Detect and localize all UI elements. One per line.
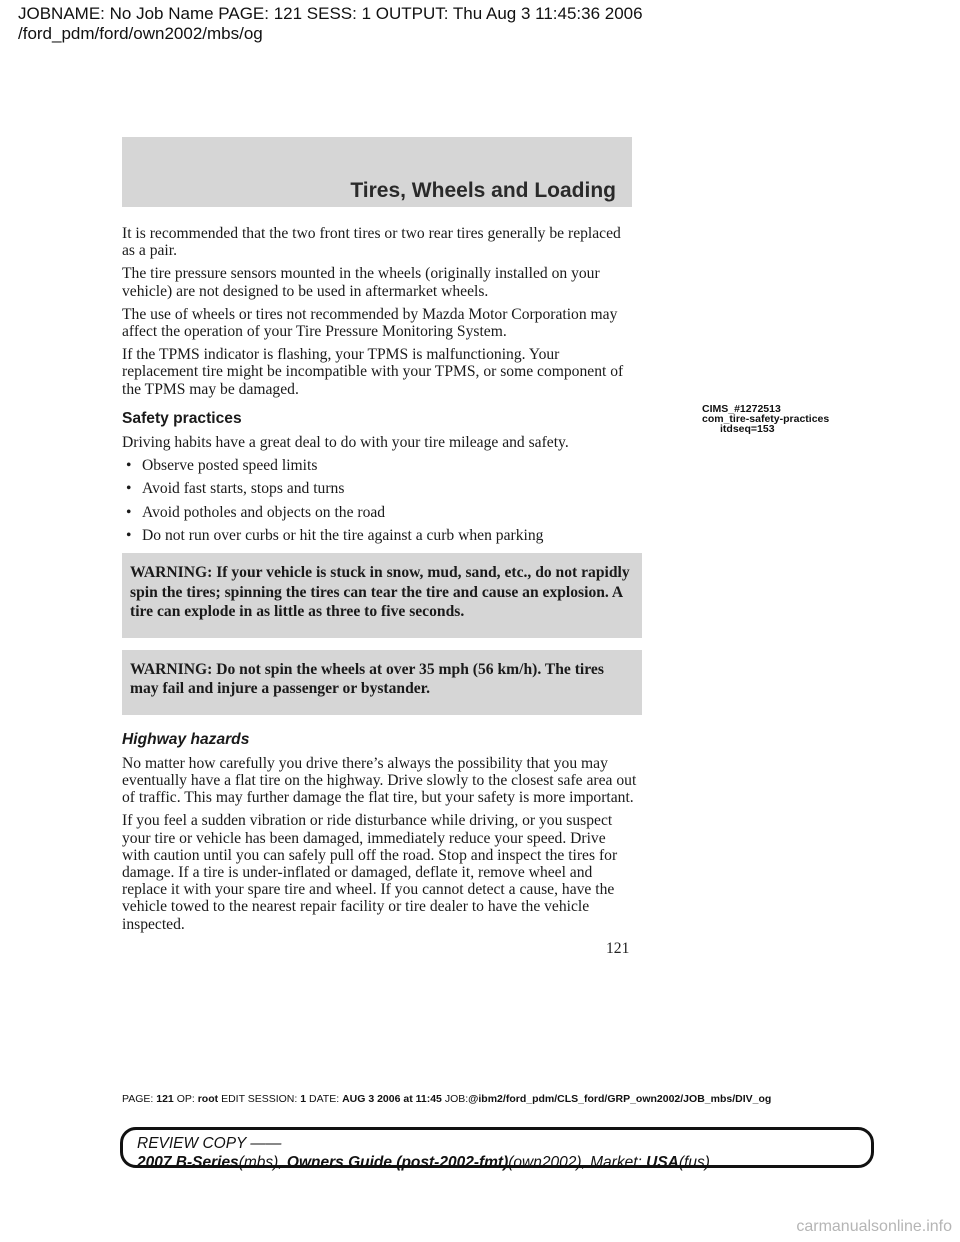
list-item — [122, 504, 637, 521]
bullet-icon: • — [126, 457, 132, 475]
list-item-text: Avoid fast starts, stops and turns — [142, 480, 345, 498]
list-item-text: Avoid potholes and objects on the road — [142, 503, 386, 521]
review-model-code: (mbs) — [238, 1154, 279, 1171]
review-market-code: (fus) — [678, 1154, 710, 1171]
cims-line1: CIMS_#1272513 — [702, 403, 781, 415]
main-content — [122, 225, 637, 939]
section-header-band — [122, 137, 632, 207]
safety-heading: Safety practices — [122, 409, 242, 427]
bullet-icon: • — [126, 503, 132, 521]
list-item-text: Observe posted speed limits — [142, 457, 318, 475]
paragraph-tpms-flashing: If the TPMS indicator is flashing, your TPMS is malfunctioning. Your replacement tire might be incompatible with your TPMS, or some component of the TPMS may be damaged. — [122, 346, 624, 398]
paragraph-flat-tire: No matter how carefully you drive there’s always the possibility that you may eventually have a flat tire on the highway. Drive slowly to the closest safe area out of traffic. This may further damage the flat tire, but your safety is more important. — [122, 754, 637, 807]
review-guide: Owners Guide (post-2002-fmt) — [286, 1154, 509, 1171]
session-value: 1 — [300, 1093, 307, 1105]
footer-meta — [122, 1093, 771, 1105]
date-value: AUG 3 2006 at 11:45 — [342, 1093, 442, 1105]
paragraph-replace-pair: It is recommended that the two front tires or two rear tires generally be replaced as a pair. — [122, 225, 621, 260]
bullet-icon: • — [126, 526, 132, 544]
cims-tag — [702, 404, 829, 434]
op-value: root — [197, 1093, 219, 1105]
cims-line3: itdseq=153 — [720, 423, 775, 435]
review-copy-box — [120, 1127, 874, 1171]
job-header-line2: /ford_pdm/ford/own2002/mbs/og — [18, 24, 263, 43]
job-label: JOB: — [444, 1093, 469, 1105]
highway-heading: Highway hazards — [122, 730, 250, 748]
section-title: Tires, Wheels and Loading — [350, 179, 616, 202]
review-line2 — [137, 1153, 871, 1172]
op-label: OP: — [176, 1093, 195, 1105]
list-item — [122, 457, 637, 474]
review-sep2: , Market: — [581, 1154, 647, 1171]
safety-intro: Driving habits have a great deal to do with your tire mileage and safety. — [122, 434, 569, 452]
job-value: @ibm2/ford_pdm/CLS_ford/GRP_own2002/JOB_mbs/DIV_og — [468, 1093, 772, 1105]
list-item-text: Do not run over curbs or hit the tire against a curb when parking — [142, 526, 544, 544]
review-market: USA — [646, 1154, 679, 1171]
review-sep1: , — [278, 1154, 287, 1171]
warning-box-speed: WARNING: Do not spin the wheels at over 35 mph (56 km/h). The tires may fail and injure a passenger or bystander. — [122, 650, 642, 715]
list-item — [122, 480, 637, 497]
job-header-line1: JOBNAME: No Job Name PAGE: 121 SESS: 1 OUTPUT: Thu Aug 3 11:45:36 2006 — [18, 4, 643, 23]
bullet-icon: • — [126, 480, 132, 498]
paragraph-sensors: The tire pressure sensors mounted in the wheels (originally installed on your vehicle) are not designed to be used in aftermarket wheels. — [122, 265, 600, 300]
review-line1: REVIEW COPY —— — [137, 1135, 282, 1152]
review-model: 2007 B-Series — [137, 1154, 239, 1171]
date-label: DATE: — [309, 1093, 340, 1105]
review-guide-code: (own2002) — [508, 1154, 582, 1171]
safety-list — [122, 457, 637, 544]
job-header — [18, 4, 643, 44]
paragraph-wheels-not-recommended: The use of wheels or tires not recommended by Mazda Motor Corporation may affect the operation of your Tire Pressure Monitoring System. — [122, 305, 618, 341]
list-item — [122, 527, 637, 544]
cims-line2: com_tire-safety-practices — [702, 413, 830, 425]
paragraph-vibration: If you feel a sudden vibration or ride disturbance while driving, or you suspect your tire or vehicle has been damaged, immediately reduce your speed. Drive with caution until you can safely pull off the road. Stop and inspect the tires for damage. If a tire is under-inflated or damaged, deflate it, remove wheel and replace it with your spare tire and wheel. If you cannot detect a cause, have the vehicle towed to the nearest repair facility or tire dealer to have the vehicle inspected. — [122, 812, 618, 933]
page-label: PAGE: — [122, 1093, 154, 1105]
page-number: 121 — [606, 940, 630, 957]
warning-box-spin: WARNING: If your vehicle is stuck in snow, mud, sand, etc., do not rapidly spin the tires; spinning the tires can tear the tire and cause an explosion. A tire can explode in as little as three to five seconds. — [122, 553, 642, 638]
page-value: 121 — [156, 1093, 174, 1105]
watermark: carmanualsonline.info — [796, 1218, 952, 1235]
session-label: EDIT SESSION: — [221, 1093, 298, 1105]
